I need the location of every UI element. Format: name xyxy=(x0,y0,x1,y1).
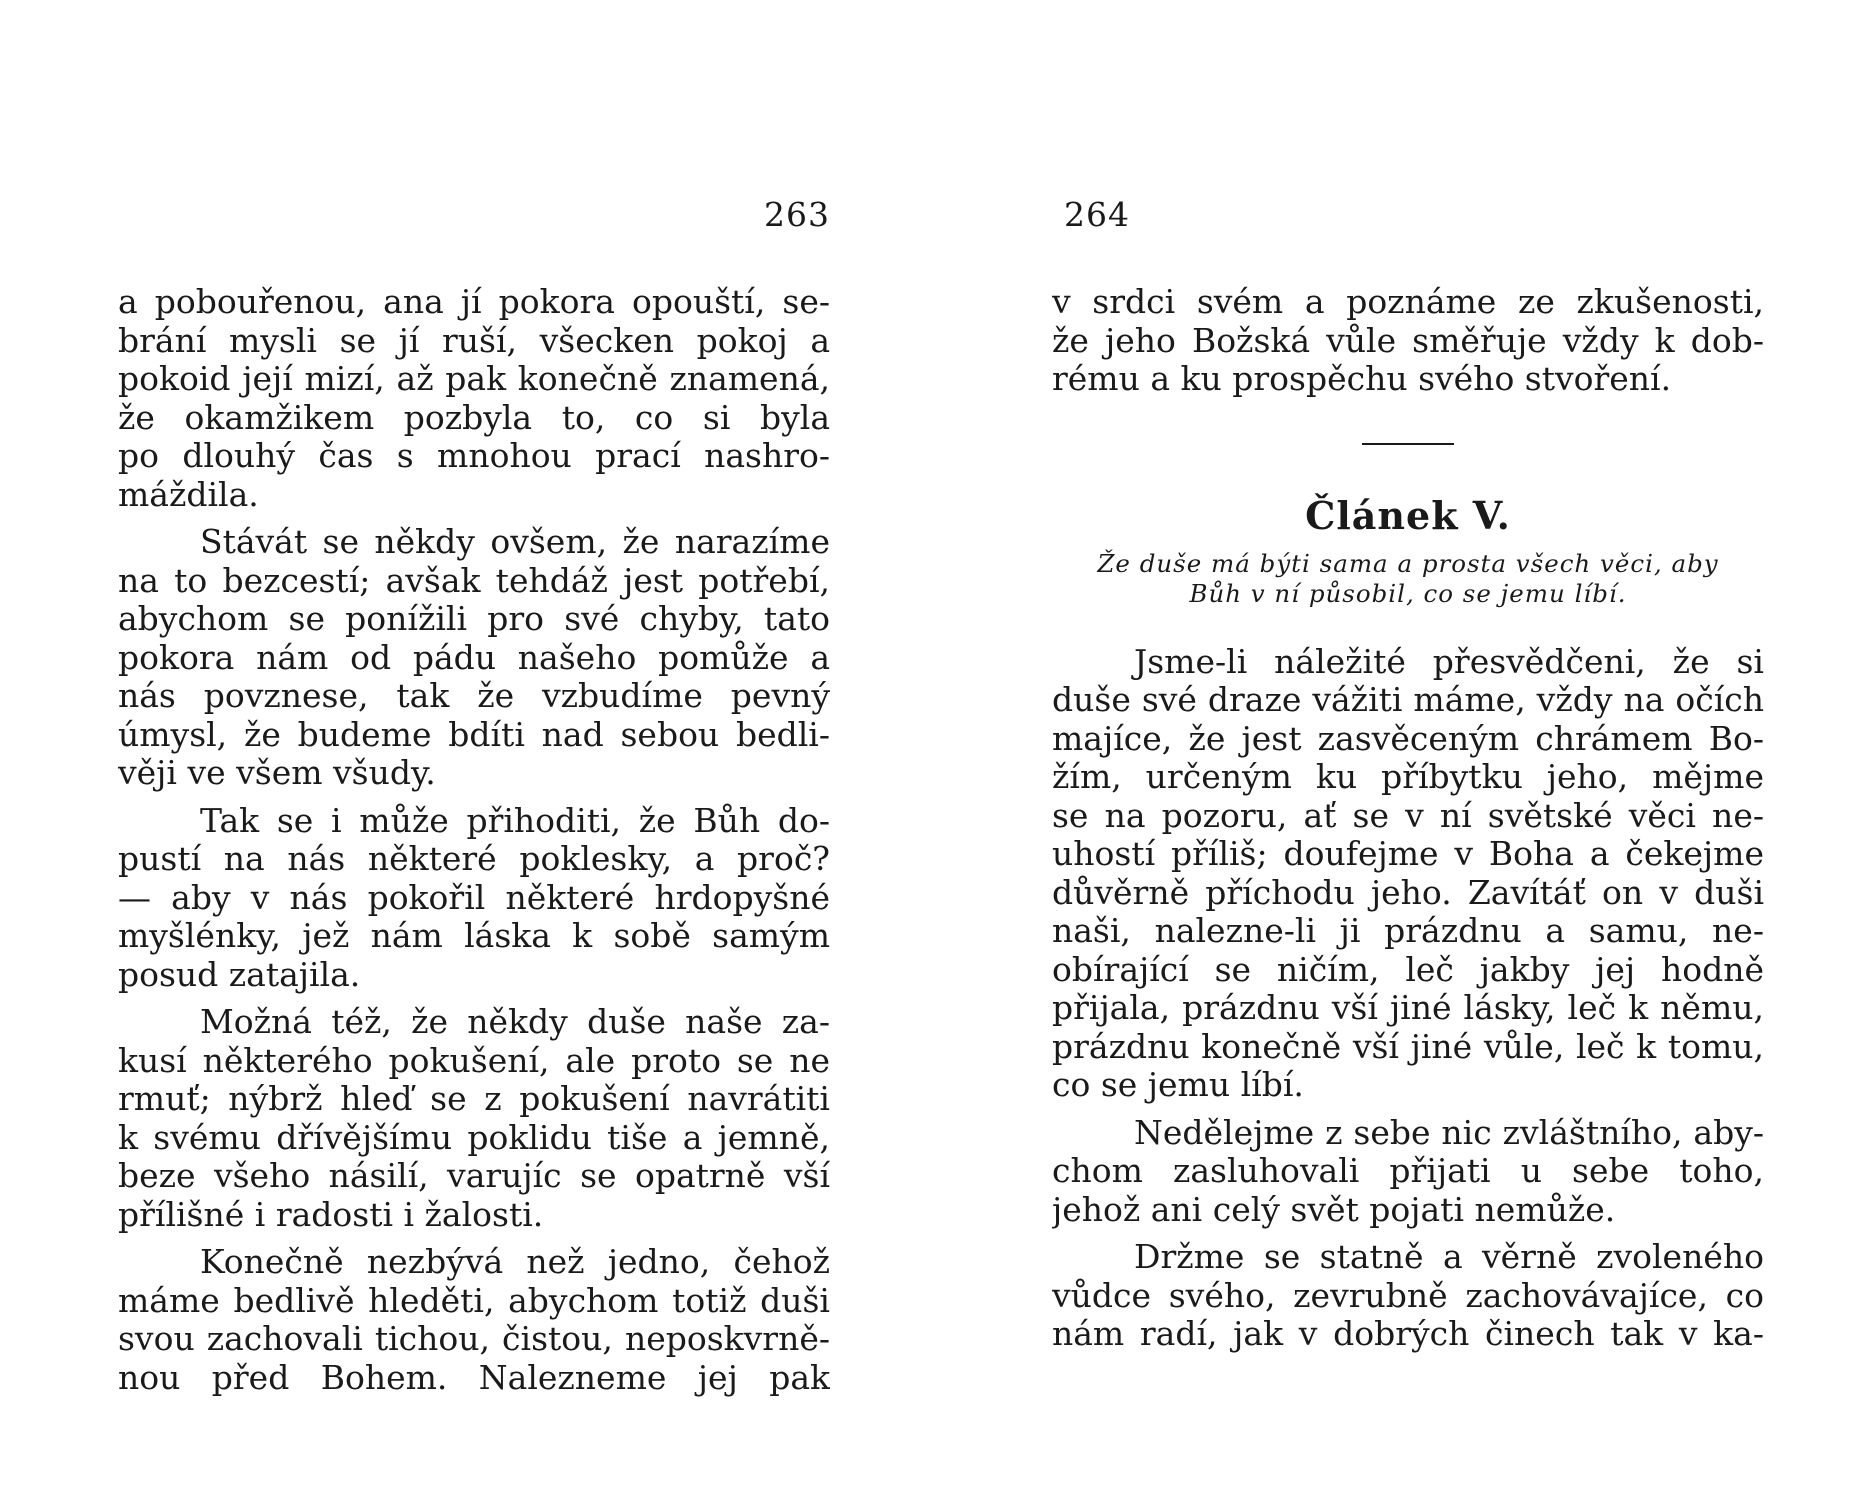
text-line: v srdci svém a poznáme ze zkušenosti, xyxy=(1052,283,1764,321)
text-line: rému a ku prospěchu svého stvoření. xyxy=(1052,360,1672,398)
text-line: Stávát se někdy ovšem, že narazíme xyxy=(200,523,830,561)
text-line: žím, určeným ku příbytku jeho, mějme xyxy=(1052,758,1764,796)
text-line: jehož ani celý svět pojati nemůže. xyxy=(1052,1190,1616,1229)
text-line: vůdce svého, zevrubně zachovávajíce, co xyxy=(1052,1276,1764,1315)
text-line: nás povznese, tak že vzbudíme pevný xyxy=(118,677,830,715)
text-line: co se jemu líbí. xyxy=(1052,1066,1304,1104)
text-line: a pobouřenou, ana jí pokora opouští, se- xyxy=(118,283,830,321)
text-line: se na pozoru, ať se v ní světské věci ne- xyxy=(1052,796,1764,835)
paragraph xyxy=(118,1003,830,1234)
text-line: důvěrně příchodu jeho. Zavítáť on v duši xyxy=(1052,873,1764,912)
text-line: duše své draze vážiti máme, vždy na očích xyxy=(1052,681,1764,719)
text-line: máme bedlivě hleděti, abychom totiž duši xyxy=(118,1281,830,1320)
text-line: posud zatajila. xyxy=(118,955,361,994)
text-line: po dlouhý čas s mnohou prací nashro- xyxy=(118,437,830,475)
text-line: pokoid její mizí, až pak konečně znamená, xyxy=(118,360,830,398)
text-line: rmuť; nýbrž hleď se z pokušení navrátiti xyxy=(118,1080,830,1118)
paragraph xyxy=(118,523,830,793)
text-line: pokora nám od pádu našeho pomůže a xyxy=(118,638,830,677)
paragraph xyxy=(118,283,830,514)
text-line: přijala, prázdnu vší jiné lásky, leč k němu, xyxy=(1052,989,1764,1027)
text-line: brání mysli se jí ruší, všecken pokoj a xyxy=(118,321,830,360)
text-line: Konečně nezbývá než jedno, čehož xyxy=(200,1243,830,1281)
text-line: myšlénky, jež nám láska k sobě samým xyxy=(118,917,830,955)
paragraph xyxy=(118,802,830,995)
section-divider xyxy=(1362,443,1454,445)
text-line: nou před Bohem. Nalezneme jej pak xyxy=(118,1358,830,1397)
text-line: obírající se ničím, leč jakby jej hodně xyxy=(1052,950,1764,989)
text-line: Jsme-li náležité přesvědčeni, že si xyxy=(1134,642,1764,681)
left-page xyxy=(118,0,830,1500)
text-line: kusí některého pokušení, ale proto se ne xyxy=(118,1041,830,1080)
text-line: prázdnu konečně vší jiné vůle, leč k tomu, xyxy=(1052,1027,1764,1066)
subtitle-line: Bůh v ní působil, co se jemu líbí. xyxy=(1189,578,1627,608)
text-line: nám radí, jak v dobrých činech tak v ka- xyxy=(1052,1315,1764,1353)
text-line: že okamžikem pozbyla to, co si byla xyxy=(118,398,830,437)
text-line: Držme se statně a věrně zvoleného xyxy=(1134,1238,1764,1276)
text-line: Tak se i může přihoditi, že Bůh do- xyxy=(200,801,830,840)
right-page xyxy=(1052,0,1764,1500)
text-line: svou zachovali tichou, čistou, neposkvrně- xyxy=(118,1320,830,1358)
text-line: Nedělejme z sebe nic zvláštního, aby- xyxy=(1134,1113,1764,1152)
text-line: k svému dřívějšímu poklidu tiše a jemně, xyxy=(118,1118,830,1157)
text-line: naši, nalezne-li ji prázdnu a samu, ne- xyxy=(1052,912,1764,950)
left-page-number: 263 xyxy=(764,195,830,234)
text-line: abychom se ponížili pro své chyby, tato xyxy=(118,600,830,638)
text-line: chom zasluhovali přijati u sebe toho, xyxy=(1052,1152,1764,1190)
text-line: — aby v nás pokořil některé hrdopyšné xyxy=(118,878,830,917)
text-line: přílišné i radosti i žalosti. xyxy=(118,1195,544,1234)
right-page-text xyxy=(1052,283,1764,1354)
paragraph xyxy=(1052,1238,1764,1354)
text-line: že jeho Božská vůle směřuje vždy k dob- xyxy=(1052,321,1764,360)
right-page-body xyxy=(1052,643,1764,1354)
text-line: majíce, že jest zasvěceným chrámem Bo- xyxy=(1052,719,1764,758)
text-line: na to bezcestí; avšak tehdáž jest potřebí, xyxy=(118,561,830,600)
paragraph xyxy=(118,1243,830,1397)
text-line: máždila. xyxy=(118,475,259,514)
text-line: pustí na nás některé poklesky, a proč? xyxy=(118,840,830,878)
right-page-number: 264 xyxy=(1064,195,1130,234)
text-line: Možná též, že někdy duše naše za- xyxy=(200,1003,830,1041)
paragraph xyxy=(1052,1114,1764,1230)
text-line: věji ve všem všudy. xyxy=(118,754,436,792)
text-line: beze všeho násilí, varujíc se opatrně vší xyxy=(118,1157,830,1195)
article-subtitle xyxy=(1052,549,1764,609)
left-page-text xyxy=(118,283,830,1397)
right-page-intro xyxy=(1052,283,1764,399)
text-line: úmysl, že budeme bdíti nad sebou bedli- xyxy=(118,715,830,754)
subtitle-line: Že duše má býti sama a prosta všech věci, aby xyxy=(1097,548,1719,578)
paragraph xyxy=(1052,643,1764,1105)
article-title: Článek V. xyxy=(1305,492,1511,538)
text-line: uhostí příliš; doufejme v Boha a čekejme xyxy=(1052,835,1764,873)
